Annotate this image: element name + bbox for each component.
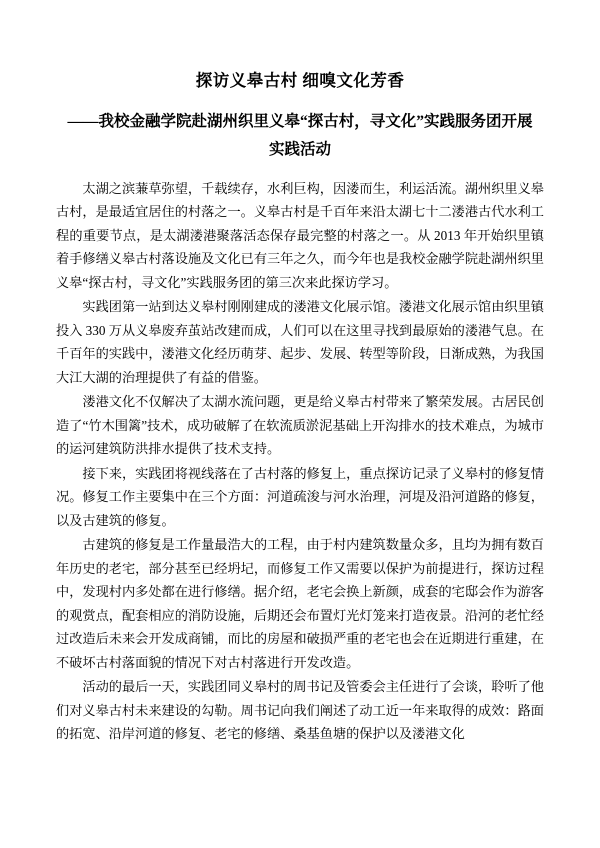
paragraph: 活动的最后一天，实践团同义皋村的周书记及管委会主任进行了会谈，聆听了他们对义皋古村未来建设的勾勒。周书记向我们阐述了动工近一年来取得的成效：路面的拓宽、沿岸河道的修复、老宅的修缮、桑基鱼塘的保护以及溇港文化 — [56, 679, 544, 742]
paragraph: 古建筑的修复是工作量最浩大的工程，由于村内建筑数量众多，且均为拥有数百年历史的老宅，部分甚至已经坍圮，而修复工作又需要以保护为前提进行，探访过程中，发现村内多处都在进行修缮。据介绍，老宅会换上新颜，成套的宅邸会作为游客的观赏点，配套相应的消防设施，后期还会布置灯光灯笼来打造夜景。沿河的老忙经过改造后未来会开发成商铺，而比的房屋和破损严重的老宅也会在近期进行重建，在不破坏古村落面貌的情况下对古村落进行开发改造。 — [56, 537, 544, 670]
page-title: 探访义皋古村 细嗅文化芳香 — [195, 71, 405, 90]
paragraph: 实践团第一站到达义皋村刚刚建成的溇港文化展示馆。溇港文化展示馆由织里镇投入 330 万从义皋废弃茧站改建而成，人们可以在这里寻找到最原始的溇港气息。在千百年的实践中，溇港文化经历萌芽、起步、发展、转型等阶段，日渐成熟，为我国大江大湖的治理提供了有益的借鉴。 — [56, 299, 544, 385]
paragraph: 接下来，实践团将视线落在了古村落的修复上，重点探访记录了义皋村的修复情况。修复工作主要集中在三个方面：河道疏浚与河水治理，河堤及沿河道路的修复，以及古建筑的修复。 — [56, 465, 544, 528]
paragraph: 溇港文化不仅解决了太湖水流问题，更是给义皋古村带来了繁荣发展。古居民创造了“竹木围篱”技术，成功破解了在软流质淤泥基础上开沟排水的技术难点，为城市的运河建筑防洪排水提供了技术支持。 — [56, 394, 544, 457]
body-content — [56, 177, 544, 746]
paragraph: 太湖之滨蒹草弥望，千载续存，水利巨构，因溇而生，利运活流。湖州织里义皋古村，是最适宜居住的村落之一。义皋古村是千百年来沿太湖七十二溇港古代水利工程的重要节点，是太湖溇港聚落活态保存最完整的村落之一。从 2013 年开始织里镇着手修缮义皋古村落设施及文化已有三年之久，而今年也是我校金融学院赴湖州织里义皋“探古村，寻文化”实践服务团的第三次来此探访学习。 — [56, 180, 544, 290]
page-subtitle: ——我校金融学院赴湖州织里义皋“探古村，寻文化”实践服务团开展实践活动 — [67, 113, 533, 158]
